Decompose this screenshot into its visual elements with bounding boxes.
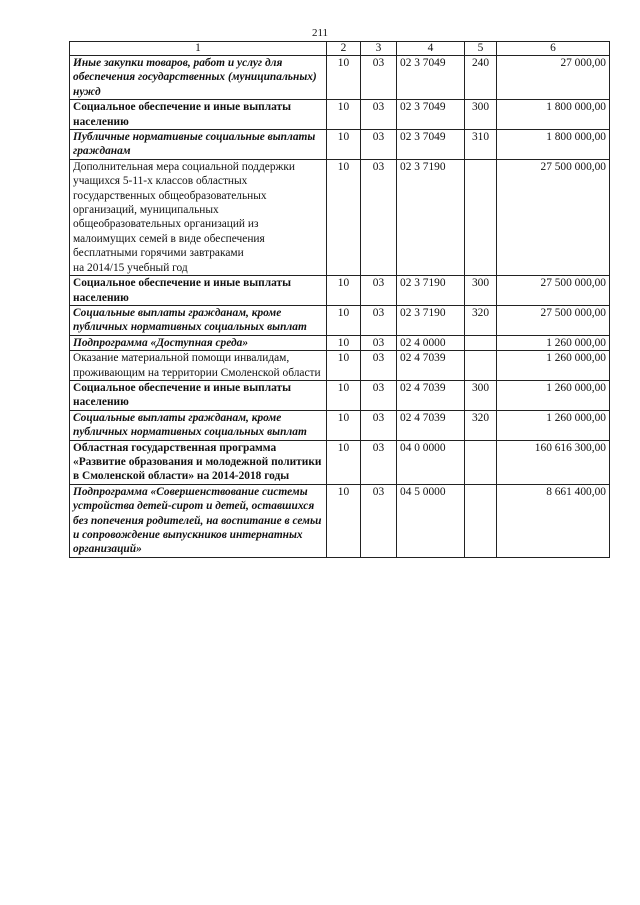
page-number: 211 — [311, 27, 329, 39]
column-header: 2 — [327, 42, 361, 56]
amount: 1 800 000,00 — [497, 130, 610, 160]
table-row — [70, 159, 610, 275]
item-name: Иные закупки товаров, работ и услуг для обеспечения государственных (муниципальных) нужд — [70, 56, 327, 100]
table-row — [70, 351, 610, 381]
target-article-code: 02 4 0000 — [397, 335, 465, 350]
table-row — [70, 100, 610, 130]
amount: 1 260 000,00 — [497, 351, 610, 381]
table-row — [70, 440, 610, 484]
subsection-code: 03 — [361, 410, 397, 440]
section-code: 10 — [327, 276, 361, 306]
column-header: 4 — [397, 42, 465, 56]
target-article-code: 02 3 7049 — [397, 130, 465, 160]
amount: 1 260 000,00 — [497, 380, 610, 410]
section-code: 10 — [327, 440, 361, 484]
item-name: Дополнительная мера социальной поддержки учащихся 5-11-х классов областных государственных общеобразовательных организаций, муниципальных общеобразовательных организаций из малоимущих семей в виде обеспечения бесплатными горячими завтраками на 2014/15 учебный год — [70, 159, 327, 275]
table-row — [70, 335, 610, 350]
amount: 1 260 000,00 — [497, 410, 610, 440]
subsection-code: 03 — [361, 380, 397, 410]
column-header: 3 — [361, 42, 397, 56]
section-code: 10 — [327, 130, 361, 160]
subsection-code: 03 — [361, 305, 397, 335]
expense-kind-code — [465, 159, 497, 275]
column-header: 6 — [497, 42, 610, 56]
item-name: Подпрограмма «Совершенствование системы устройства детей-сирот и детей, оставшихся без попечения родителей, на воспитание в семьи и сопровождение выпускников интернатных организаций» — [70, 484, 327, 557]
item-name: Социальные выплаты гражданам, кроме публичных нормативных социальных выплат — [70, 410, 327, 440]
table-row — [70, 276, 610, 306]
expense-kind-code: 310 — [465, 130, 497, 160]
item-name: Социальное обеспечение и иные выплаты населению — [70, 276, 327, 306]
target-article-code: 02 3 7049 — [397, 100, 465, 130]
table-row — [70, 410, 610, 440]
amount: 27 500 000,00 — [497, 276, 610, 306]
item-name: Подпрограмма «Доступная среда» — [70, 335, 327, 350]
section-code: 10 — [327, 410, 361, 440]
budget-table — [69, 41, 610, 558]
target-article-code: 02 3 7049 — [397, 56, 465, 100]
subsection-code: 03 — [361, 130, 397, 160]
amount: 1 800 000,00 — [497, 100, 610, 130]
section-code: 10 — [327, 159, 361, 275]
table-row — [70, 130, 610, 160]
item-name: Оказание материальной помощи инвалидам, проживающим на территории Смоленской области — [70, 351, 327, 381]
target-article-code: 04 5 0000 — [397, 484, 465, 557]
table-row — [70, 305, 610, 335]
section-code: 10 — [327, 100, 361, 130]
amount: 27 500 000,00 — [497, 305, 610, 335]
subsection-code: 03 — [361, 100, 397, 130]
target-article-code: 04 0 0000 — [397, 440, 465, 484]
expense-kind-code — [465, 335, 497, 350]
subsection-code: 03 — [361, 56, 397, 100]
item-name: Социальные выплаты гражданам, кроме публичных нормативных социальных выплат — [70, 305, 327, 335]
amount: 1 260 000,00 — [497, 335, 610, 350]
section-code: 10 — [327, 305, 361, 335]
expense-kind-code: 300 — [465, 100, 497, 130]
item-name: Публичные нормативные социальные выплаты гражданам — [70, 130, 327, 160]
target-article-code: 02 4 7039 — [397, 351, 465, 381]
expense-kind-code: 240 — [465, 56, 497, 100]
subsection-code: 03 — [361, 159, 397, 275]
section-code: 10 — [327, 484, 361, 557]
table-row — [70, 380, 610, 410]
expense-kind-code: 300 — [465, 276, 497, 306]
expense-kind-code: 320 — [465, 305, 497, 335]
target-article-code: 02 3 7190 — [397, 276, 465, 306]
subsection-code: 03 — [361, 351, 397, 381]
expense-kind-code — [465, 484, 497, 557]
table-row — [70, 56, 610, 100]
section-code: 10 — [327, 380, 361, 410]
target-article-code: 02 3 7190 — [397, 159, 465, 275]
amount: 160 616 300,00 — [497, 440, 610, 484]
target-article-code: 02 4 7039 — [397, 410, 465, 440]
subsection-code: 03 — [361, 484, 397, 557]
expense-kind-code: 320 — [465, 410, 497, 440]
section-code: 10 — [327, 351, 361, 381]
subsection-code: 03 — [361, 440, 397, 484]
subsection-code: 03 — [361, 276, 397, 306]
expense-kind-code: 300 — [465, 380, 497, 410]
target-article-code: 02 4 7039 — [397, 380, 465, 410]
item-name: Социальное обеспечение и иные выплаты населению — [70, 100, 327, 130]
amount: 8 661 400,00 — [497, 484, 610, 557]
table-row — [70, 484, 610, 557]
amount: 27 500 000,00 — [497, 159, 610, 275]
amount: 27 000,00 — [497, 56, 610, 100]
section-code: 10 — [327, 335, 361, 350]
target-article-code: 02 3 7190 — [397, 305, 465, 335]
item-name: Областная государственная программа «Развитие образования и молодежной политики в Смоленской области» на 2014-2018 годы — [70, 440, 327, 484]
item-name: Социальное обеспечение и иные выплаты населению — [70, 380, 327, 410]
section-code: 10 — [327, 56, 361, 100]
expense-kind-code — [465, 351, 497, 381]
column-header: 1 — [70, 42, 327, 56]
subsection-code: 03 — [361, 335, 397, 350]
header-row — [70, 42, 610, 56]
column-header: 5 — [465, 42, 497, 56]
expense-kind-code — [465, 440, 497, 484]
